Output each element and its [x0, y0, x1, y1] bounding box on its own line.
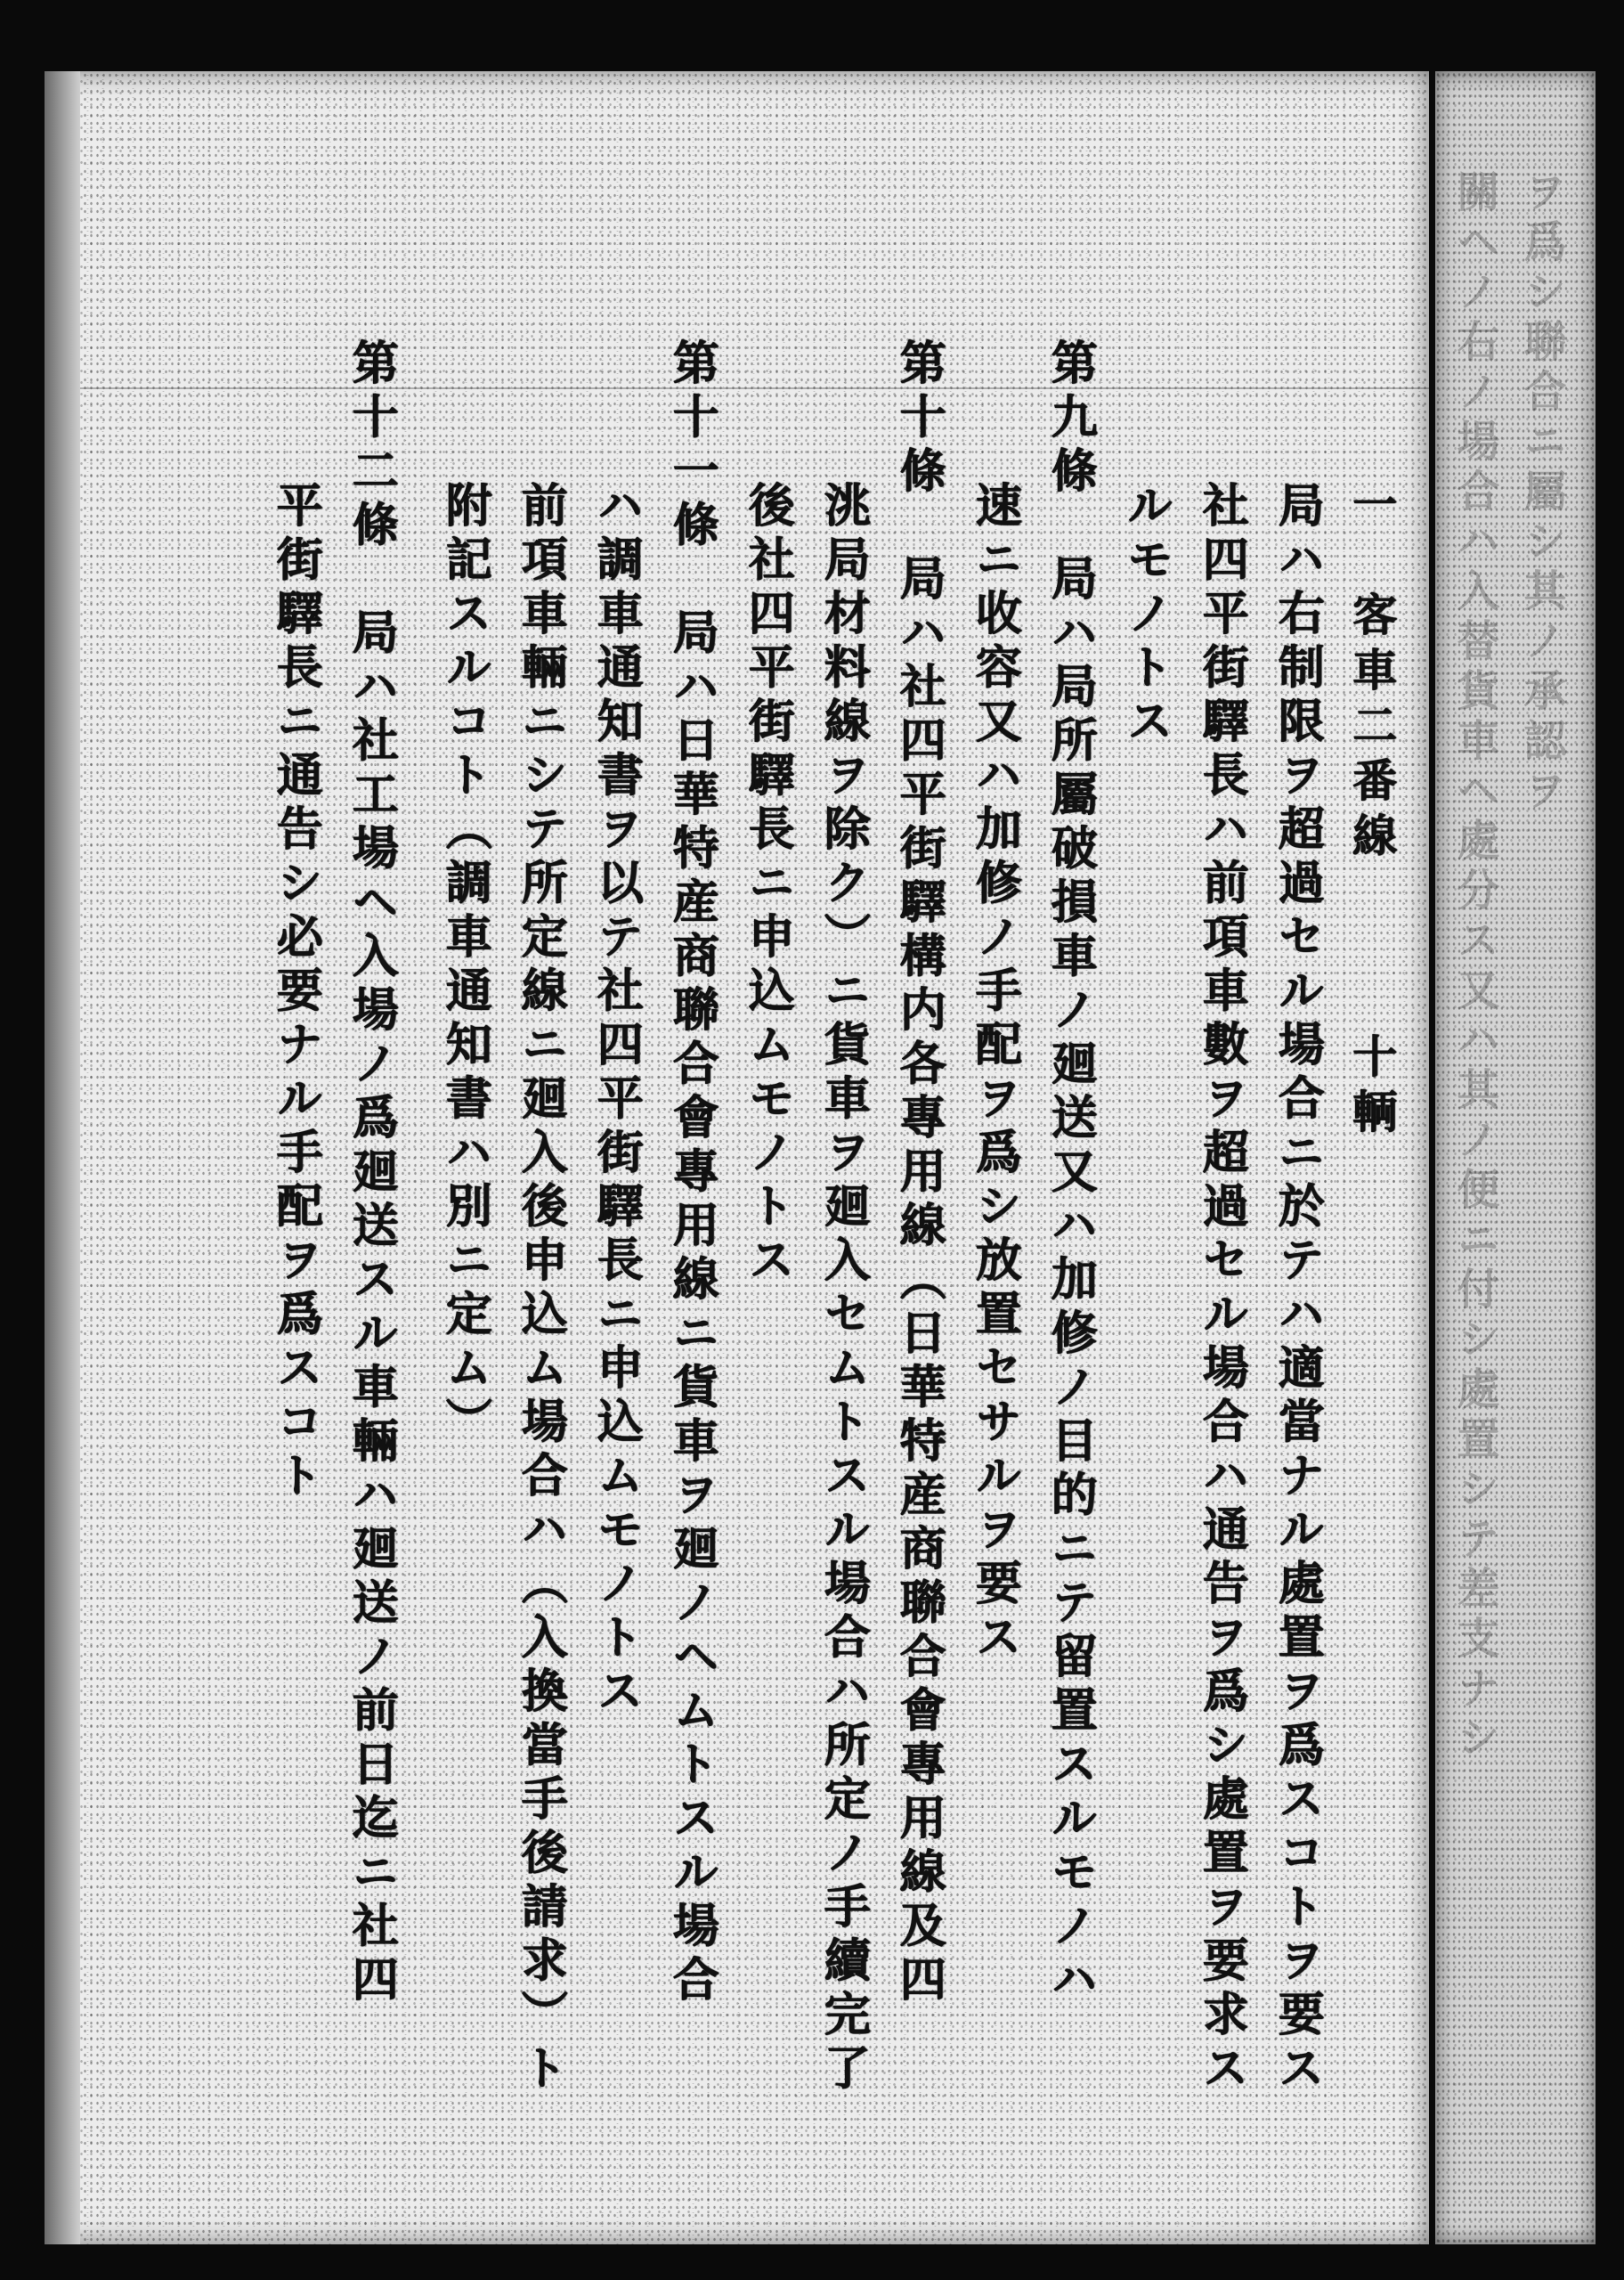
- text-column: 速ニ收容又ハ加修ノ手配ヲ爲シ放置セサルヲ要ス: [967, 481, 1021, 1666]
- page-binding-edge: [45, 71, 80, 2244]
- article-column-9: 第九條 局ハ局所屬破損車ノ廻送又ハ加修ノ目的ニテ留置スルモノハ: [1043, 338, 1097, 2009]
- text-column: 局ハ右制限ヲ超過セル場合ニ於テハ適當ナル處置ヲ爲スコトヲ要ス: [1270, 481, 1324, 2097]
- text-column: 社四平街驛長ハ前項車數ヲ超過セル場合ハ通告ヲ爲シ處置ヲ要求ス: [1194, 481, 1248, 2097]
- document-page: [45, 71, 1429, 2244]
- article-column-10: 第十條 局ハ社四平街驛構内各專用線（日華特産商聯合會專用線及四: [891, 338, 946, 2009]
- article-column-12: 第十二條 局ハ社工場ヘ入場ノ爲廻送スル車輛ハ廻送ノ前日迄ニ社四: [344, 338, 398, 2009]
- ghost-text-column: ヲ爲シ聯合ニ屬シ其ノ承認ヲ: [1516, 169, 1566, 818]
- text-column: 附記スルコト（調車通知書ハ別ニ定ム）: [437, 481, 491, 1451]
- faint-ruled-line: [80, 387, 1429, 389]
- ghost-text-column: 關ヘノ右ノ場合ハ入替貨車ヘ處分ス又ハ其ノ便ニ付シ處置シテ差支ナシ: [1449, 169, 1499, 1765]
- adjacent-page-bleed: [1435, 71, 1596, 2244]
- text-column: 一 客車二番線 十輌: [1345, 481, 1398, 1144]
- article-column-11: 第十一條 局ハ日華特産商聯合會專用線ニ貨車ヲ廻ノヘムトスル場合: [664, 338, 719, 2009]
- text-column: 洮局材料線ヲ除ク）ニ貨車ヲ廻入セムトスル場合ハ所定ノ手續完了: [816, 481, 870, 2097]
- text-column: ルモノトス: [1118, 481, 1173, 751]
- text-column: 後社四平街驛長ニ申込ムモノトス: [740, 481, 794, 1290]
- text-column: 平街驛長ニ通告シ必要ナル手配ヲ爲スコト: [268, 481, 322, 1505]
- text-column: 前項車輛ニシテ所定線ニ廻入後申込ム場合ハ（入換當手後請求）ト: [513, 481, 567, 2097]
- text-column: ハ調車通知書ヲ以テ社四平街驛長ニ申込ムモノトス: [589, 481, 643, 1721]
